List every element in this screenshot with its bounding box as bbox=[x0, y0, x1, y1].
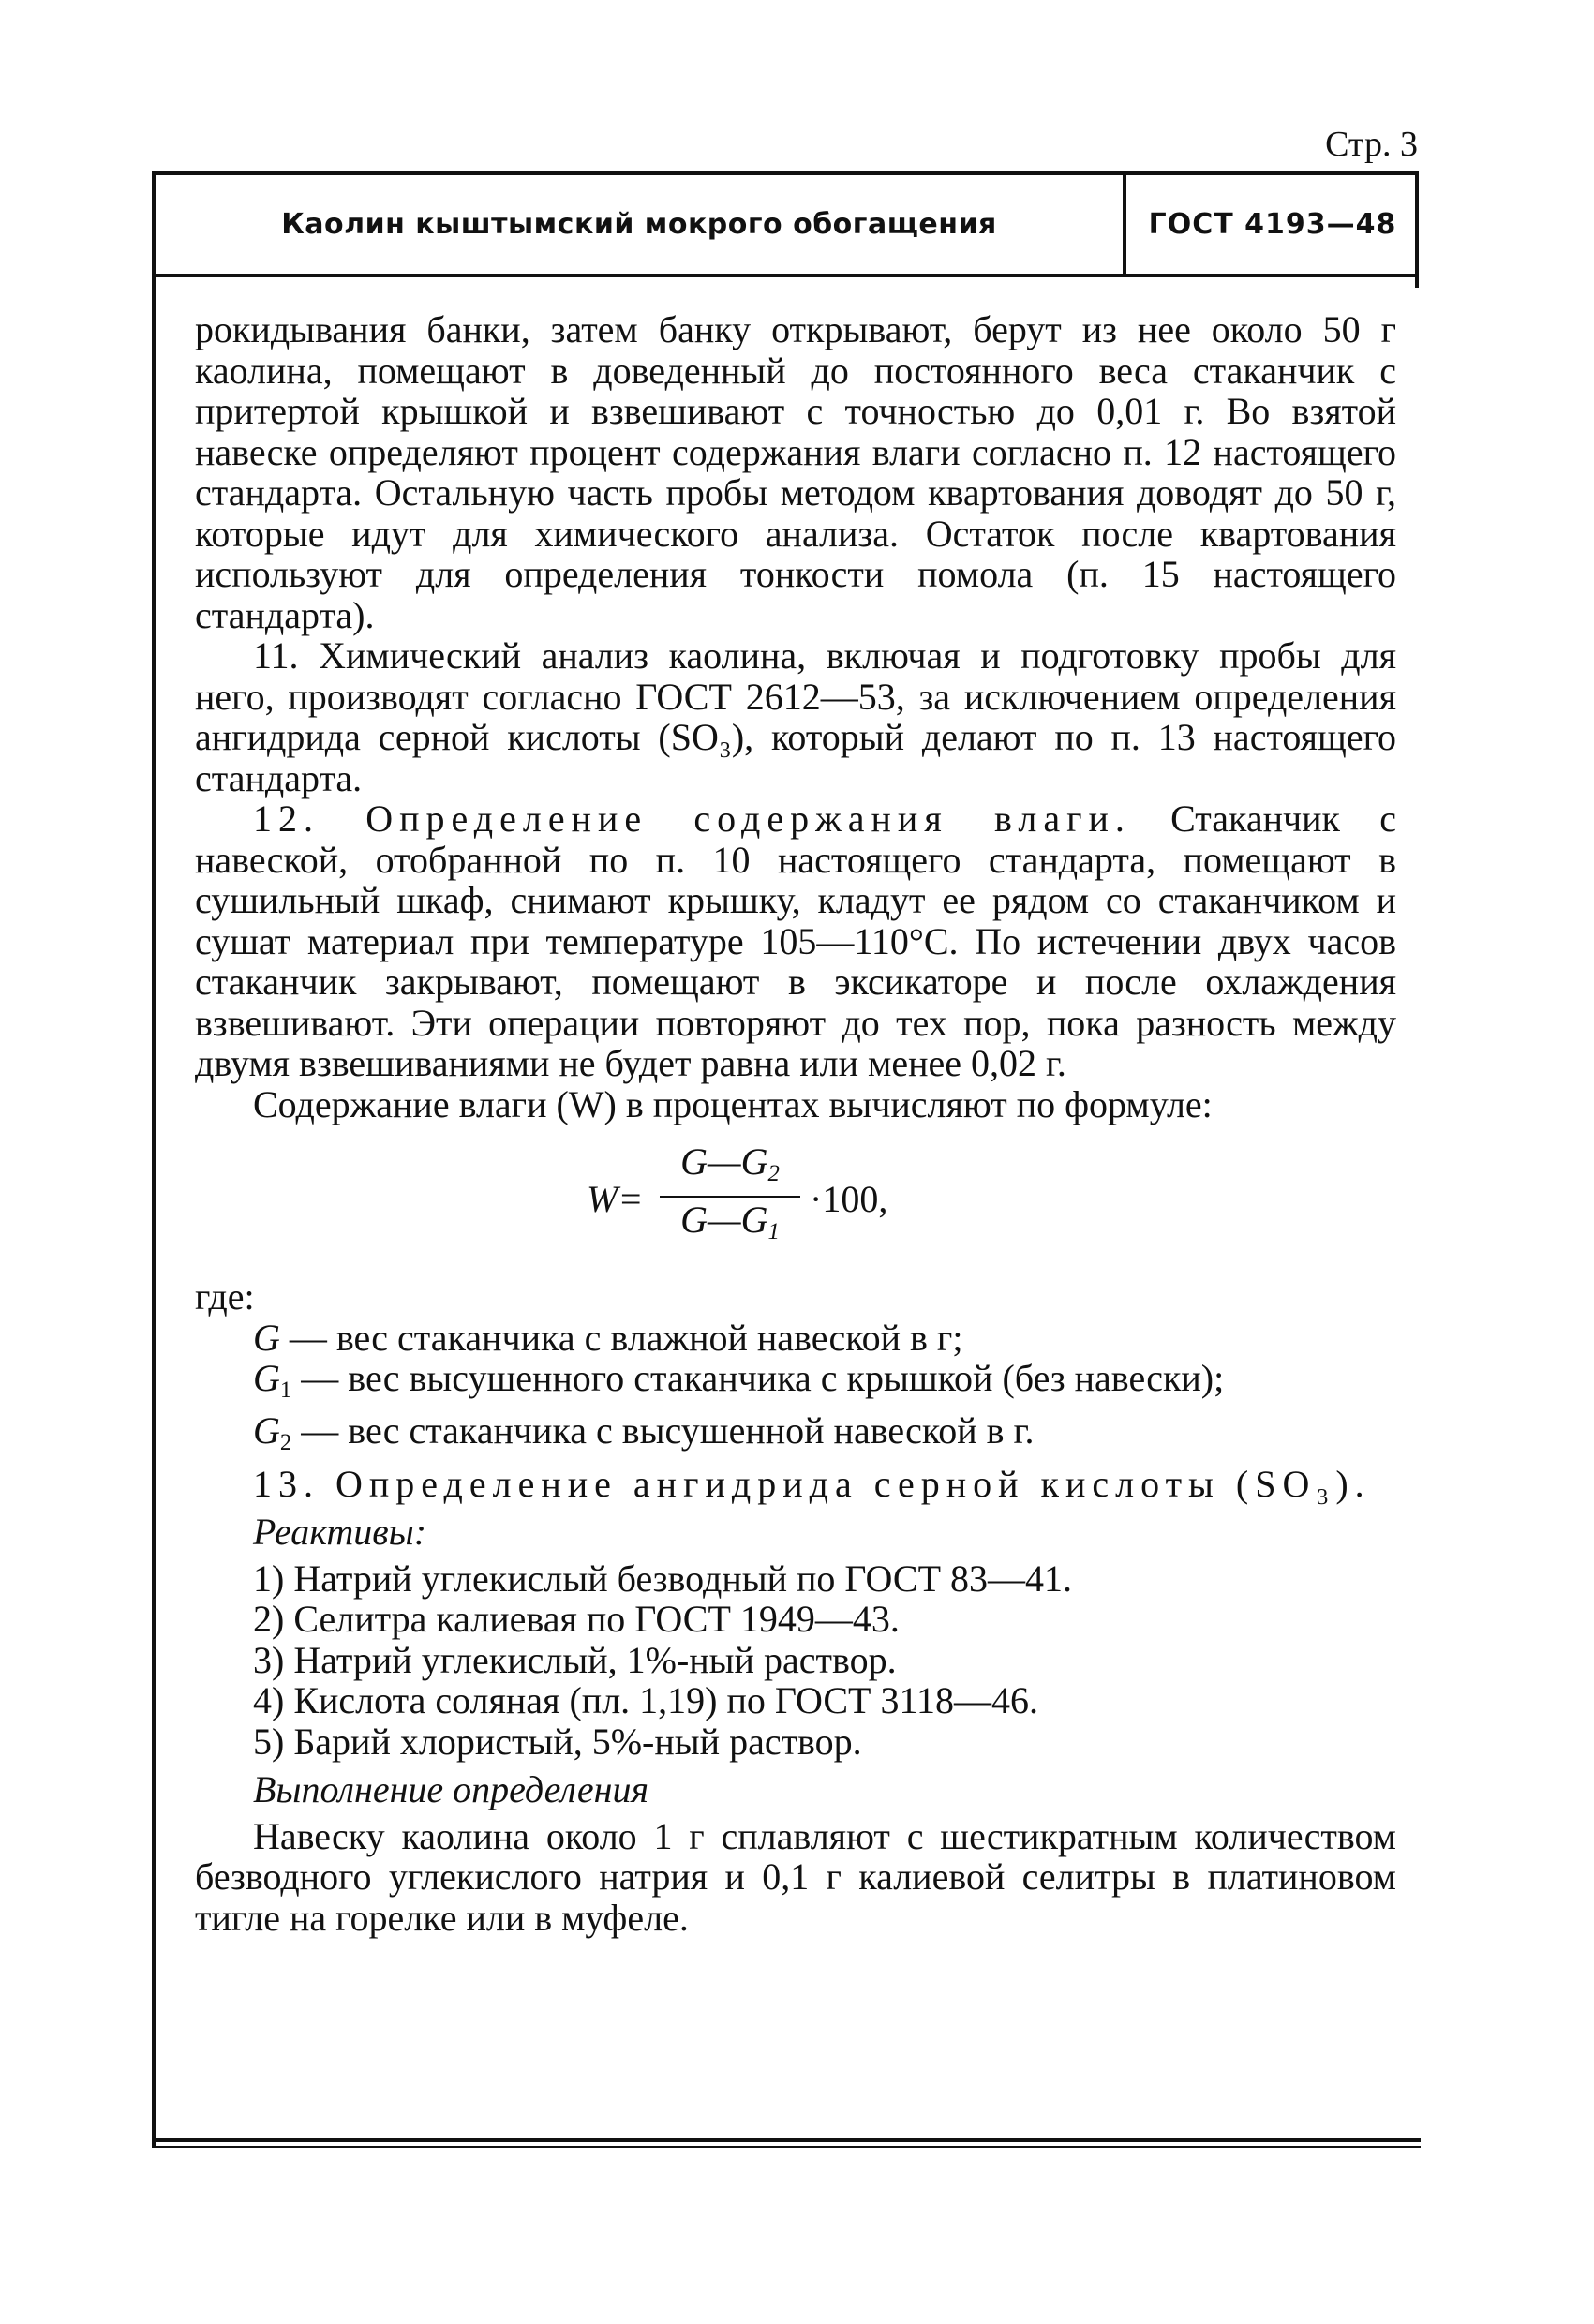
formula-fraction bbox=[660, 1141, 800, 1253]
paragraph-continuation: рокидывания банки, затем банку открывают, берут из нее около 50 г каолина, помещают в доведенный до постоянного веса стаканчик с притертой крышкой и взвешивают с точностью до 0,01 г. Во взятой навеске определяют процент содержания влаги согласно п. 12 настоящего стандарта. Остальную часть пробы методом квартования доводят до 50 г, которые идут для химического анализа. Остаток после квартования используют для определения тонкости помола (п. 15 настоящего стандарта). bbox=[195, 308, 1396, 636]
def-symbol: G bbox=[253, 1357, 280, 1399]
reagent-item: 4) Кислота соляная (пл. 1,19) по ГОСТ 3118—46. bbox=[253, 1679, 1039, 1722]
def-text: — вес высушенного стаканчика с крышкой (без навески); bbox=[291, 1357, 1225, 1399]
paragraph-11: 11. Химический анализ каолина, включая и подготовку пробы для него, производят согласно ГОСТ 2612—53, за исключением определения ангидрида серной кислоты (SO₃), который делают по п. 13 настоящего стандарта. bbox=[195, 634, 1396, 799]
reagent-item: 1) Натрий углекислый безводный по ГОСТ 83—41. bbox=[253, 1557, 1073, 1600]
section-13-heading: 13. Определение ангидрида серной кислоты (SO₃). bbox=[253, 1462, 1371, 1505]
where-label: где: bbox=[195, 1275, 255, 1318]
bottom-rule-thick bbox=[152, 2138, 1421, 2142]
formula-intro: Содержание влаги (W) в процентах вычисляют по формуле: bbox=[253, 1082, 1213, 1125]
definition-g1 bbox=[195, 1358, 1396, 1410]
definition-g bbox=[195, 1318, 1396, 1359]
paragraph-12 bbox=[195, 798, 1396, 1084]
def-symbol: G bbox=[253, 1316, 280, 1359]
reagents-heading: Реактивы: bbox=[253, 1511, 427, 1554]
document-title: Каолин кыштымский мокрого обогащения bbox=[281, 208, 997, 241]
definition-g2 bbox=[195, 1410, 1396, 1463]
bottom-rule-thin bbox=[152, 2146, 1421, 2148]
def-text: — вес стаканчика с влажной навеской в г; bbox=[279, 1316, 963, 1359]
header-bottom-rule bbox=[152, 274, 1419, 277]
formula-lhs: W= bbox=[587, 1178, 644, 1220]
def-subscript: 2 bbox=[279, 1430, 292, 1456]
formula-numerator bbox=[660, 1141, 800, 1198]
numerator-text: G—G bbox=[680, 1140, 768, 1183]
standard-code: ГОСТ 4193—48 bbox=[1148, 208, 1397, 241]
document-body bbox=[195, 309, 1396, 1938]
reagent-item: 3) Натрий углекислый, 1%-ный раствор. bbox=[253, 1638, 897, 1681]
formula-denominator bbox=[660, 1198, 800, 1252]
def-subscript: 1 bbox=[279, 1377, 292, 1403]
procedure-text: Навеску каолина около 1 г сплавляют с шестикратным количеством безводного углекислого натрия и 0,1 г калиевой селитры в платиновом тигле на горелке или в муфеле. bbox=[195, 1814, 1396, 1939]
denominator-text: G—G bbox=[680, 1199, 768, 1242]
denominator-subscript: 1 bbox=[767, 1219, 780, 1245]
formula-multiplier: ·100, bbox=[810, 1178, 888, 1220]
procedure-heading: Выполнение определения bbox=[253, 1768, 649, 1811]
reagent-item: 5) Барий хлористый, 5%-ный раствор. bbox=[253, 1720, 862, 1763]
moisture-formula bbox=[195, 1141, 1396, 1263]
def-symbol: G bbox=[253, 1409, 280, 1452]
reagent-item: 2) Селитра калиевая по ГОСТ 1949—43. bbox=[253, 1598, 900, 1641]
section-12-text: Стаканчик с навеской, отобранной по п. 10 настоящего стандарта, помещают в сушильный шкаф, снимают крышку, кладут ее рядом со стаканчиком и сушат материал при температуре 105—110°С. По истечении двух часов стаканчик закрывают, помещают в эксикаторе и после охлаждения взвешивают. Эти операции повторяют до тех пор, пока разность между двумя взвешиваниями не будет равна или менее 0,02 г. bbox=[195, 797, 1396, 1084]
section-12-heading: 12. Определение содержания влаги. bbox=[253, 797, 1131, 840]
def-text: — вес стаканчика с высушенной навеской в г. bbox=[291, 1409, 1035, 1452]
page-number: Стр. 3 bbox=[1325, 125, 1418, 164]
numerator-subscript: 2 bbox=[767, 1160, 780, 1186]
